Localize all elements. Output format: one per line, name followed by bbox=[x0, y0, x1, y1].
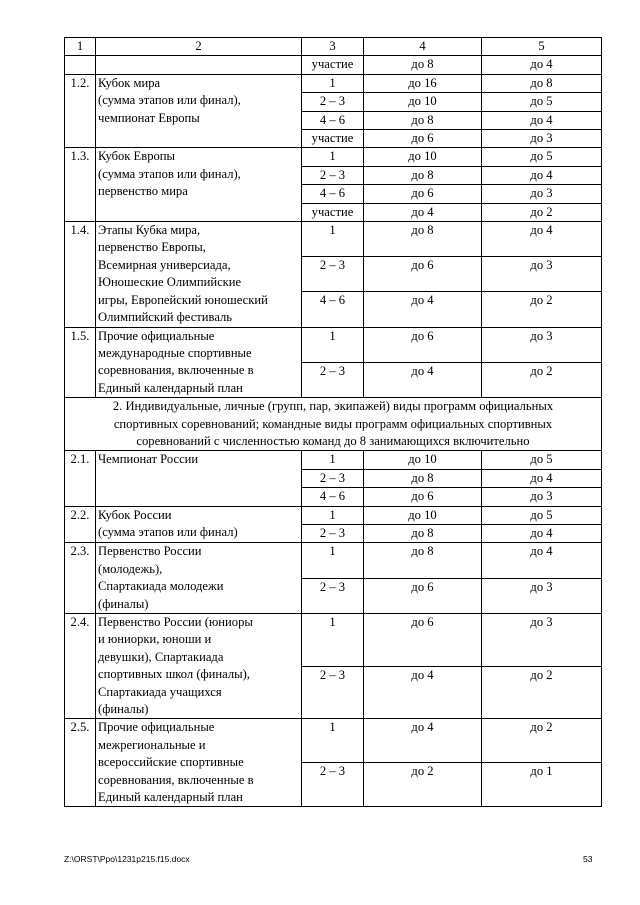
competition-name-line: (молодежь), bbox=[98, 561, 163, 576]
value-cell-5: до 3 bbox=[482, 488, 602, 506]
section-heading bbox=[65, 398, 602, 451]
value-cell-4: до 8 bbox=[364, 222, 482, 257]
competition-name-line: (финалы) bbox=[98, 596, 149, 611]
competition-name-line: (сумма этапов или финал) bbox=[98, 524, 238, 539]
section-row bbox=[65, 398, 602, 451]
table-row bbox=[65, 56, 602, 74]
value-cell-4: до 4 bbox=[364, 719, 482, 763]
competition-name bbox=[96, 74, 302, 148]
value-cell-5: до 5 bbox=[482, 93, 602, 111]
value-cell-4: до 6 bbox=[364, 578, 482, 613]
table-row bbox=[65, 222, 602, 257]
competition-name-line: Единый календарный план bbox=[98, 790, 243, 805]
value-cell-4: до 8 bbox=[364, 543, 482, 578]
competition-name bbox=[96, 614, 302, 719]
value-cell-5: до 2 bbox=[482, 666, 602, 719]
competition-name bbox=[96, 327, 302, 398]
column-header: 5 bbox=[482, 38, 602, 56]
competition-name-line: (сумма этапов или финал), bbox=[98, 166, 241, 181]
page-number: 53 bbox=[583, 854, 593, 864]
competition-name-line: игры, Европейский юношеский bbox=[98, 292, 268, 307]
table-row bbox=[65, 614, 602, 667]
column-header: 1 bbox=[65, 38, 96, 56]
competition-name-line: Кубок мира bbox=[98, 75, 161, 90]
competition-name-line: Кубок Европы bbox=[98, 149, 175, 164]
place-cell: 2 – 3 bbox=[302, 166, 364, 184]
place-cell: 2 – 3 bbox=[302, 362, 364, 397]
table-row bbox=[65, 506, 602, 524]
row-number bbox=[65, 56, 96, 74]
row-number: 2.1. bbox=[65, 451, 96, 506]
place-cell: 2 – 3 bbox=[302, 524, 364, 542]
place-cell: 2 – 3 bbox=[302, 666, 364, 719]
competition-name-line: Единый календарный план bbox=[98, 380, 243, 395]
competition-name-line: девушки), Спартакиада bbox=[98, 649, 224, 664]
place-cell: 2 – 3 bbox=[302, 469, 364, 487]
competition-name bbox=[96, 506, 302, 543]
table-row bbox=[65, 327, 602, 362]
competition-name-line: (финалы) bbox=[98, 702, 149, 717]
table-row bbox=[65, 451, 602, 469]
place-cell: 1 bbox=[302, 506, 364, 524]
place-cell: 1 bbox=[302, 148, 364, 166]
value-cell-5: до 2 bbox=[482, 362, 602, 397]
value-cell-5: до 5 bbox=[482, 148, 602, 166]
value-cell-4: до 2 bbox=[364, 763, 482, 807]
place-cell: участие bbox=[302, 130, 364, 148]
row-number: 1.5. bbox=[65, 327, 96, 398]
place-cell: 4 – 6 bbox=[302, 185, 364, 203]
value-cell-4: до 8 bbox=[364, 111, 482, 129]
value-cell-5: до 4 bbox=[482, 469, 602, 487]
value-cell-5: до 3 bbox=[482, 578, 602, 613]
value-cell-4: до 10 bbox=[364, 506, 482, 524]
value-cell-5: до 4 bbox=[482, 56, 602, 74]
value-cell-4: до 6 bbox=[364, 257, 482, 292]
competition-name bbox=[96, 148, 302, 222]
place-cell: 1 bbox=[302, 614, 364, 667]
competition-name-line: межрегиональные и bbox=[98, 737, 206, 752]
competition-name bbox=[96, 222, 302, 327]
value-cell-5: до 3 bbox=[482, 130, 602, 148]
row-number: 1.2. bbox=[65, 74, 96, 148]
value-cell-4: до 4 bbox=[364, 362, 482, 397]
footer-file-path: Z:\ORST\Ppo\1231p215.f15.docx bbox=[64, 854, 190, 864]
competition-name-line: спортивных школ (финалы), bbox=[98, 667, 250, 682]
place-cell: 1 bbox=[302, 719, 364, 763]
row-number: 1.3. bbox=[65, 148, 96, 222]
competition-name bbox=[96, 56, 302, 74]
competition-name-line: Прочие официальные bbox=[98, 720, 215, 735]
competition-name-line: Юношеские Олимпийские bbox=[98, 275, 242, 290]
place-cell: участие bbox=[302, 56, 364, 74]
row-number: 2.5. bbox=[65, 719, 96, 807]
value-cell-5: до 3 bbox=[482, 327, 602, 362]
value-cell-4: до 10 bbox=[364, 148, 482, 166]
competition-name-line: Спартакиада учащихся bbox=[98, 684, 222, 699]
value-cell-4: до 8 bbox=[364, 469, 482, 487]
value-cell-5: до 2 bbox=[482, 203, 602, 221]
value-cell-5: до 1 bbox=[482, 763, 602, 807]
place-cell: 1 bbox=[302, 543, 364, 578]
competition-name-line: Кубок России bbox=[98, 507, 172, 522]
place-cell: 4 – 6 bbox=[302, 488, 364, 506]
competition-name-line: чемпионат Европы bbox=[98, 110, 200, 125]
table-row bbox=[65, 543, 602, 578]
competition-name-line: первенство мира bbox=[98, 184, 188, 199]
column-header: 2 bbox=[96, 38, 302, 56]
value-cell-5: до 4 bbox=[482, 111, 602, 129]
value-cell-4: до 6 bbox=[364, 130, 482, 148]
column-header: 3 bbox=[302, 38, 364, 56]
header-row bbox=[65, 38, 602, 56]
table-row bbox=[65, 74, 602, 92]
value-cell-5: до 2 bbox=[482, 292, 602, 327]
place-cell: 1 bbox=[302, 327, 364, 362]
value-cell-5: до 4 bbox=[482, 543, 602, 578]
value-cell-5: до 5 bbox=[482, 451, 602, 469]
value-cell-4: до 8 bbox=[364, 56, 482, 74]
value-cell-4: до 10 bbox=[364, 93, 482, 111]
value-cell-5: до 3 bbox=[482, 257, 602, 292]
section-heading-line: 2. Индивидуальные, личные (групп, пар, экипажей) виды программ официальных bbox=[112, 399, 554, 414]
competition-name-line: Этапы Кубка мира, bbox=[98, 223, 201, 238]
competition-name-line: Спартакиада молодежи bbox=[98, 579, 224, 594]
value-cell-4: до 4 bbox=[364, 203, 482, 221]
value-cell-4: до 6 bbox=[364, 327, 482, 362]
row-number: 1.4. bbox=[65, 222, 96, 327]
place-cell: 1 bbox=[302, 222, 364, 257]
table-row bbox=[65, 148, 602, 166]
competition-name bbox=[96, 451, 302, 506]
competition-name-line: соревнования, включенные в bbox=[98, 363, 254, 378]
competition-name-line: международные спортивные bbox=[98, 345, 252, 360]
column-header: 4 bbox=[364, 38, 482, 56]
value-cell-5: до 3 bbox=[482, 614, 602, 667]
value-cell-4: до 6 bbox=[364, 614, 482, 667]
value-cell-5: до 3 bbox=[482, 185, 602, 203]
value-cell-4: до 8 bbox=[364, 524, 482, 542]
place-cell: 2 – 3 bbox=[302, 93, 364, 111]
competition-name-line: соревнования, включенные в bbox=[98, 772, 254, 787]
value-cell-4: до 10 bbox=[364, 451, 482, 469]
place-cell: 2 – 3 bbox=[302, 578, 364, 613]
value-cell-4: до 6 bbox=[364, 488, 482, 506]
table-body bbox=[65, 38, 602, 807]
competition-name-line: Олимпийский фестиваль bbox=[98, 310, 233, 325]
value-cell-4: до 4 bbox=[364, 292, 482, 327]
competition-name-line: (сумма этапов или финал), bbox=[98, 93, 241, 108]
value-cell-5: до 4 bbox=[482, 524, 602, 542]
place-cell: 4 – 6 bbox=[302, 292, 364, 327]
competition-name bbox=[96, 719, 302, 807]
section-heading-line: соревнований с численностью команд до 8 занимающихся включительно bbox=[136, 433, 530, 448]
competition-name-line: Чемпионат России bbox=[98, 452, 199, 467]
section-heading-line: спортивных соревнований; командные виды программ официальных спортивных bbox=[113, 416, 553, 431]
value-cell-4: до 4 bbox=[364, 666, 482, 719]
value-cell-4: до 8 bbox=[364, 166, 482, 184]
competition-name-line: всероссийские спортивные bbox=[98, 755, 244, 770]
competition-name-line: Первенство России bbox=[98, 544, 202, 559]
row-number: 2.2. bbox=[65, 506, 96, 543]
place-cell: 1 bbox=[302, 74, 364, 92]
value-cell-5: до 4 bbox=[482, 166, 602, 184]
competition-name-line: и юниорки, юноши и bbox=[98, 632, 212, 647]
ranking-table bbox=[64, 37, 602, 807]
row-number: 2.3. bbox=[65, 543, 96, 614]
place-cell: 2 – 3 bbox=[302, 763, 364, 807]
competition-name-line: Всемирная универсиада, bbox=[98, 257, 231, 272]
place-cell: 2 – 3 bbox=[302, 257, 364, 292]
value-cell-5: до 8 bbox=[482, 74, 602, 92]
value-cell-5: до 5 bbox=[482, 506, 602, 524]
value-cell-5: до 4 bbox=[482, 222, 602, 257]
value-cell-5: до 2 bbox=[482, 719, 602, 763]
competition-name-line: Первенство России (юниоры bbox=[98, 615, 253, 629]
table-row bbox=[65, 719, 602, 763]
value-cell-4: до 6 bbox=[364, 185, 482, 203]
competition-name bbox=[96, 543, 302, 614]
value-cell-4: до 16 bbox=[364, 74, 482, 92]
place-cell: 4 – 6 bbox=[302, 111, 364, 129]
competition-name-line: первенство Европы, bbox=[98, 240, 206, 255]
row-number: 2.4. bbox=[65, 614, 96, 719]
competition-name-line: Прочие официальные bbox=[98, 328, 215, 343]
place-cell: 1 bbox=[302, 451, 364, 469]
place-cell: участие bbox=[302, 203, 364, 221]
